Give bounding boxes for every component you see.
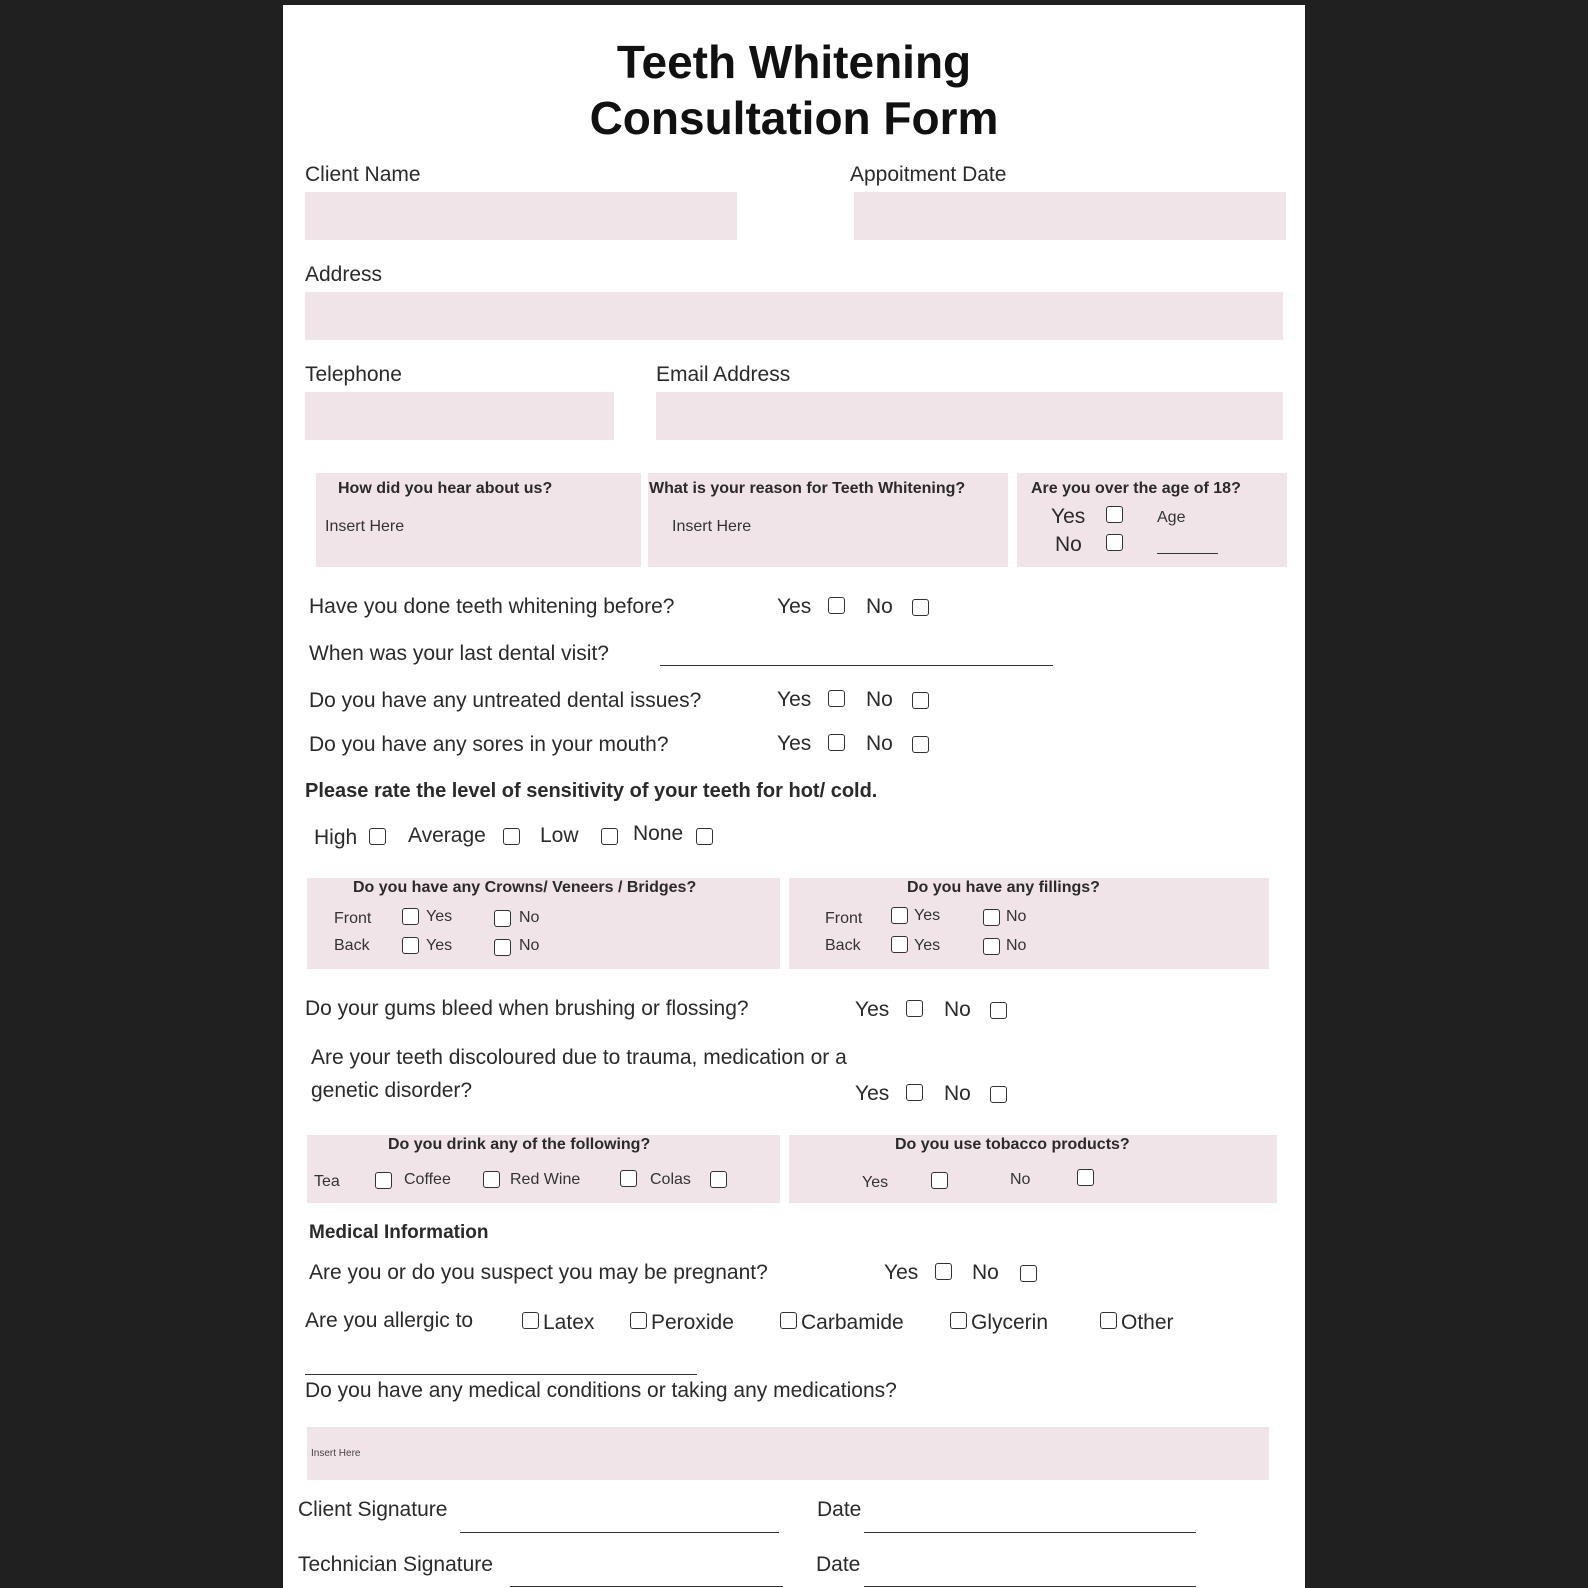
tobacco-heading: Do you use tobacco products? [895, 1136, 1130, 1153]
client-date-label: Date [817, 1498, 862, 1521]
gums-bleed-no-checkbox[interactable] [990, 1002, 1007, 1019]
age-yes-checkbox[interactable] [1106, 506, 1123, 523]
untreated-no-checkbox[interactable] [912, 692, 929, 709]
untreated-yes-checkbox[interactable] [828, 690, 845, 707]
fillings-back-yes-label: Yes [914, 937, 941, 954]
sores-no-checkbox[interactable] [912, 736, 929, 753]
crowns-heading: Do you have any Crowns/ Veneers / Bridges? [353, 879, 697, 896]
drinks-coffee-checkbox[interactable] [483, 1171, 500, 1188]
untreated-question: Do you have any untreated dental issues? [309, 689, 702, 712]
gums-bleed-no-label: No [944, 998, 971, 1021]
sensitivity-average-label: Average [408, 824, 486, 847]
crowns-back-yes-checkbox[interactable] [402, 937, 419, 954]
allergic-carbamide-checkbox[interactable] [780, 1312, 797, 1329]
technician-date-line[interactable] [864, 1586, 1196, 1587]
tobacco-no-label: No [1010, 1171, 1031, 1188]
drinks-tea-checkbox[interactable] [375, 1172, 392, 1189]
appointment-date-field[interactable] [854, 192, 1286, 240]
allergic-latex-label: Latex [543, 1311, 595, 1334]
fillings-back-label: Back [825, 937, 861, 954]
pregnant-no-label: No [972, 1261, 999, 1284]
crowns-front-yes-label: Yes [426, 908, 453, 925]
crowns-back-no-label: No [519, 937, 540, 954]
age-no-label: No [1055, 533, 1082, 556]
medical-heading: Medical Information [309, 1222, 489, 1243]
allergic-peroxide-checkbox[interactable] [630, 1312, 647, 1329]
crowns-front-no-label: No [519, 909, 540, 926]
age-yes-label: Yes [1051, 505, 1086, 528]
sensitivity-heading: Please rate the level of sensitivity of your teeth for hot/ cold. [305, 780, 878, 802]
client-signature-label: Client Signature [298, 1498, 448, 1521]
technician-signature-label: Technician Signature [298, 1553, 493, 1576]
whitened-before-question: Have you done teeth whitening before? [309, 595, 675, 618]
crowns-front-yes-checkbox[interactable] [402, 908, 419, 925]
crowns-back-no-checkbox[interactable] [494, 939, 511, 956]
conditions-question: Do you have any medical conditions or taking any medications? [305, 1379, 897, 1402]
drinks-tea-label: Tea [314, 1173, 340, 1190]
email-label: Email Address [656, 363, 791, 386]
client-signature-line[interactable] [460, 1532, 779, 1533]
fillings-heading: Do you have any fillings? [907, 879, 1100, 896]
fillings-front-yes-label: Yes [914, 907, 941, 924]
discoloured-question-line2: genetic disorder? [311, 1079, 473, 1102]
age-question-label: Are you over the age of 18? [1031, 480, 1241, 497]
whitened-before-no-checkbox[interactable] [912, 599, 929, 616]
drinks-colas-label: Colas [650, 1171, 691, 1188]
conditions-field-placeholder: Insert Here [311, 1448, 361, 1459]
form-title-line1: Teeth Whitening [616, 36, 972, 88]
crowns-front-no-checkbox[interactable] [494, 910, 511, 927]
allergic-latex-checkbox[interactable] [522, 1312, 539, 1329]
last-visit-input-line[interactable] [660, 665, 1053, 666]
crowns-back-yes-label: Yes [426, 937, 453, 954]
allergic-question: Are you allergic to [305, 1309, 474, 1332]
pregnant-question: Are you or do you suspect you may be pregnant? [309, 1261, 768, 1284]
form-page [283, 5, 1305, 1588]
whitened-before-yes-checkbox[interactable] [828, 597, 845, 614]
drinks-red-wine-label: Red Wine [510, 1171, 581, 1188]
sensitivity-low-label: Low [540, 824, 579, 847]
fillings-back-no-checkbox[interactable] [983, 938, 1000, 955]
fillings-back-no-label: No [1006, 937, 1027, 954]
age-input-line[interactable] [1157, 553, 1218, 554]
whitened-before-no-label: No [866, 595, 893, 618]
sensitivity-high-label: High [314, 826, 358, 849]
discoloured-no-checkbox[interactable] [990, 1086, 1007, 1103]
fillings-front-yes-checkbox[interactable] [891, 907, 908, 924]
drinks-colas-checkbox[interactable] [710, 1171, 727, 1188]
technician-signature-line[interactable] [510, 1586, 783, 1587]
crowns-front-label: Front [334, 910, 372, 927]
fillings-front-label: Front [825, 910, 863, 927]
technician-date-label: Date [816, 1553, 861, 1576]
drinks-coffee-label: Coffee [404, 1171, 451, 1188]
telephone-label: Telephone [305, 363, 402, 386]
sores-yes-checkbox[interactable] [828, 734, 845, 751]
sensitivity-average-checkbox[interactable] [503, 828, 520, 845]
age-label: Age [1157, 509, 1186, 526]
allergic-other-label: Other [1121, 1311, 1174, 1334]
hear-about-label: How did you hear about us? [338, 480, 553, 497]
untreated-yes-label: Yes [777, 688, 812, 711]
client-name-label: Client Name [305, 163, 421, 186]
crowns-back-label: Back [334, 937, 370, 954]
last-visit-question: When was your last dental visit? [309, 642, 609, 665]
allergic-other-checkbox[interactable] [1100, 1312, 1117, 1329]
telephone-field[interactable] [305, 392, 614, 440]
allergic-other-input-line[interactable] [305, 1374, 697, 1375]
allergic-glycerin-checkbox[interactable] [950, 1312, 967, 1329]
allergic-glycerin-label: Glycerin [971, 1311, 1049, 1334]
reason-label: What is your reason for Teeth Whitening? [649, 480, 966, 497]
drinks-heading: Do you drink any of the following? [388, 1136, 651, 1153]
discoloured-no-label: No [944, 1082, 971, 1105]
form-title-line2: Consultation Form [589, 92, 999, 144]
untreated-no-label: No [866, 688, 893, 711]
email-field[interactable] [656, 392, 1283, 440]
sensitivity-none-checkbox[interactable] [696, 828, 713, 845]
gums-bleed-question: Do your gums bleed when brushing or flossing? [305, 997, 749, 1020]
tobacco-no-checkbox[interactable] [1077, 1169, 1094, 1186]
address-label: Address [305, 263, 383, 286]
whitened-before-yes-label: Yes [777, 595, 812, 618]
allergic-peroxide-label: Peroxide [651, 1311, 734, 1334]
fillings-front-no-checkbox[interactable] [983, 909, 1000, 926]
discoloured-question-line1: Are your teeth discoloured due to trauma, medication or a [311, 1046, 847, 1069]
gums-bleed-yes-label: Yes [855, 998, 890, 1021]
sensitivity-none-label: None [633, 822, 684, 845]
age-no-checkbox[interactable] [1106, 534, 1123, 551]
sores-yes-label: Yes [777, 732, 812, 755]
hear-about-input[interactable]: Insert Here [325, 518, 405, 535]
client-date-line[interactable] [864, 1532, 1196, 1533]
fillings-back-yes-checkbox[interactable] [891, 936, 908, 953]
client-name-field[interactable] [305, 192, 737, 240]
address-field[interactable] [305, 292, 1283, 340]
sensitivity-high-checkbox[interactable] [369, 828, 386, 845]
allergic-carbamide-label: Carbamide [801, 1311, 904, 1334]
tobacco-yes-checkbox[interactable] [931, 1172, 948, 1189]
sores-no-label: No [866, 732, 893, 755]
conditions-field[interactable] [307, 1427, 1269, 1480]
pregnant-yes-label: Yes [884, 1261, 919, 1284]
pregnant-no-checkbox[interactable] [1020, 1265, 1037, 1282]
gums-bleed-yes-checkbox[interactable] [906, 1000, 923, 1017]
discoloured-yes-checkbox[interactable] [906, 1084, 923, 1101]
fillings-front-no-label: No [1006, 908, 1027, 925]
discoloured-yes-label: Yes [855, 1082, 890, 1105]
tobacco-yes-label: Yes [862, 1174, 889, 1191]
reason-input[interactable]: Insert Here [672, 518, 752, 535]
appointment-date-label: Appoitment Date [850, 163, 1007, 186]
pregnant-yes-checkbox[interactable] [935, 1263, 952, 1280]
drinks-red-wine-checkbox[interactable] [620, 1170, 637, 1187]
sores-question: Do you have any sores in your mouth? [309, 733, 669, 756]
sensitivity-low-checkbox[interactable] [601, 828, 618, 845]
